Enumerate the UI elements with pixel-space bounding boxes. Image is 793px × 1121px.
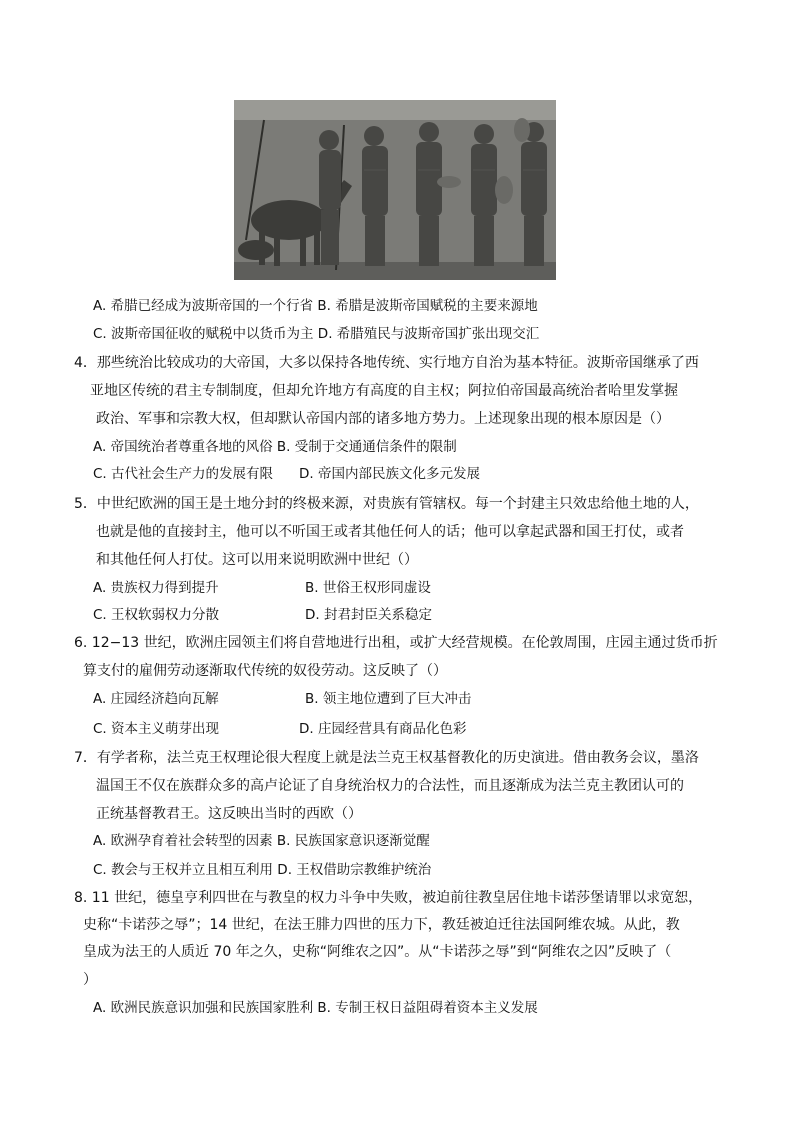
- q6-option-d: D. 庄园经营具有商品化色彩: [299, 721, 467, 737]
- q5-stem-line1: 5．中世纪欧洲的国王是土地分封的终极来源，对贵族有管辖权。每一个封建主只效忠给他土地的人，: [74, 496, 699, 512]
- q8-options-row1: A. 欧洲民族意识加强和民族国家胜利 B. 专制王权日益阻碍着资本主义发展: [93, 1000, 538, 1016]
- q7-options-row2: C. 教会与王权并立且相互利用 D. 王权借助宗教维护统治: [93, 862, 432, 878]
- q8-stem-line3: 皇成为法王的人质近 70 年之久，史称“阿维农之囚”。从“卡诺莎之辱”到“阿维农之囚”反映了（: [83, 944, 672, 960]
- q5-option-c: C. 王权软弱权力分散: [93, 607, 220, 623]
- q5-stem-line3: 和其他任何人打仗。这可以用来说明欧洲中世纪（）: [96, 552, 418, 568]
- q4-stem-line3: 政治、军事和宗教大权，但却默认帝国内部的诸多地方势力。上述现象出现的根本原因是（）: [96, 411, 670, 427]
- q5-stem-line2: 也就是他的直接封主，他可以不听国王或者其他任何人的话；他可以拿起武器和国王打仗，或者: [96, 524, 684, 540]
- q8-stem-line1: 8. 11 世纪，德皇亨利四世在与教皇的权力斗争中失败，被迫前往教皇居住地卡诺莎堡请罪以求宽恕，: [74, 890, 703, 906]
- q6-stem-line2: 算支付的雇佣劳动逐渐取代传统的奴役劳动。这反映了（）: [83, 663, 447, 679]
- q6-stem-line1: 6. 12−13 世纪，欧洲庄园领主们将自营地进行出租，或扩大经营规模。在伦敦周围，庄园主通过货币折: [74, 635, 718, 651]
- q7-stem-line3: 正统基督教君王。这反映出当时的西欧（）: [96, 806, 362, 822]
- q5-option-d: D. 封君封臣关系稳定: [305, 607, 432, 623]
- persian-relief-icon: [234, 100, 556, 280]
- persian-relief-image: [234, 100, 556, 280]
- q4-stem-line1: 4．那些统治比较成功的大帝国，大多以保持各地传统、实行地方自治为基本特征。波斯帝国继承了西: [74, 355, 699, 371]
- q4-options-row1: A. 帝国统治者尊重各地的风俗 B. 受制于交通通信条件的限制: [93, 439, 457, 455]
- q6-option-a: A. 庄园经济趋向瓦解: [93, 691, 219, 707]
- q5-option-b: B. 世俗王权形同虚设: [305, 580, 431, 596]
- q6-option-b: B. 领主地位遭到了巨大冲击: [305, 691, 472, 707]
- q7-stem-line2: 温国王不仅在族群众多的高卢论证了自身统治权力的合法性，而且逐渐成为法兰克主教团认可的: [96, 778, 684, 794]
- q4-option-c: C. 古代社会生产力的发展有限: [93, 466, 274, 482]
- q4-option-d: D. 帝国内部民族文化多元发展: [299, 466, 480, 482]
- q3-options-row1: A. 希腊已经成为波斯帝国的一个行省 B. 希腊是波斯帝国赋税的主要来源地: [93, 298, 538, 314]
- q8-stem-line4: ）: [83, 972, 97, 988]
- q7-options-row1: A. 欧洲孕育着社会转型的因素 B. 民族国家意识逐渐觉醒: [93, 833, 430, 849]
- q3-options-row2: C. 波斯帝国征收的赋税中以货币为主 D. 希腊殖民与波斯帝国扩张出现交汇: [93, 326, 540, 342]
- q5-option-a: A. 贵族权力得到提升: [93, 580, 219, 596]
- q6-option-c: C. 资本主义萌芽出现: [93, 721, 220, 737]
- q8-stem-line2: 史称“卡诺莎之辱”；14 世纪，在法王腓力四世的压力下，教廷被迫迁往法国阿维农城。从此，教: [83, 917, 680, 933]
- q7-stem-line1: 7．有学者称，法兰克王权理论很大程度上就是法兰克王权基督教化的历史演进。借由教务会议，墨洛: [74, 750, 699, 766]
- q4-stem-line2: 亚地区传统的君主专制制度，但却允许地方有高度的自主权；阿拉伯帝国最高统治者哈里发掌握: [90, 383, 678, 399]
